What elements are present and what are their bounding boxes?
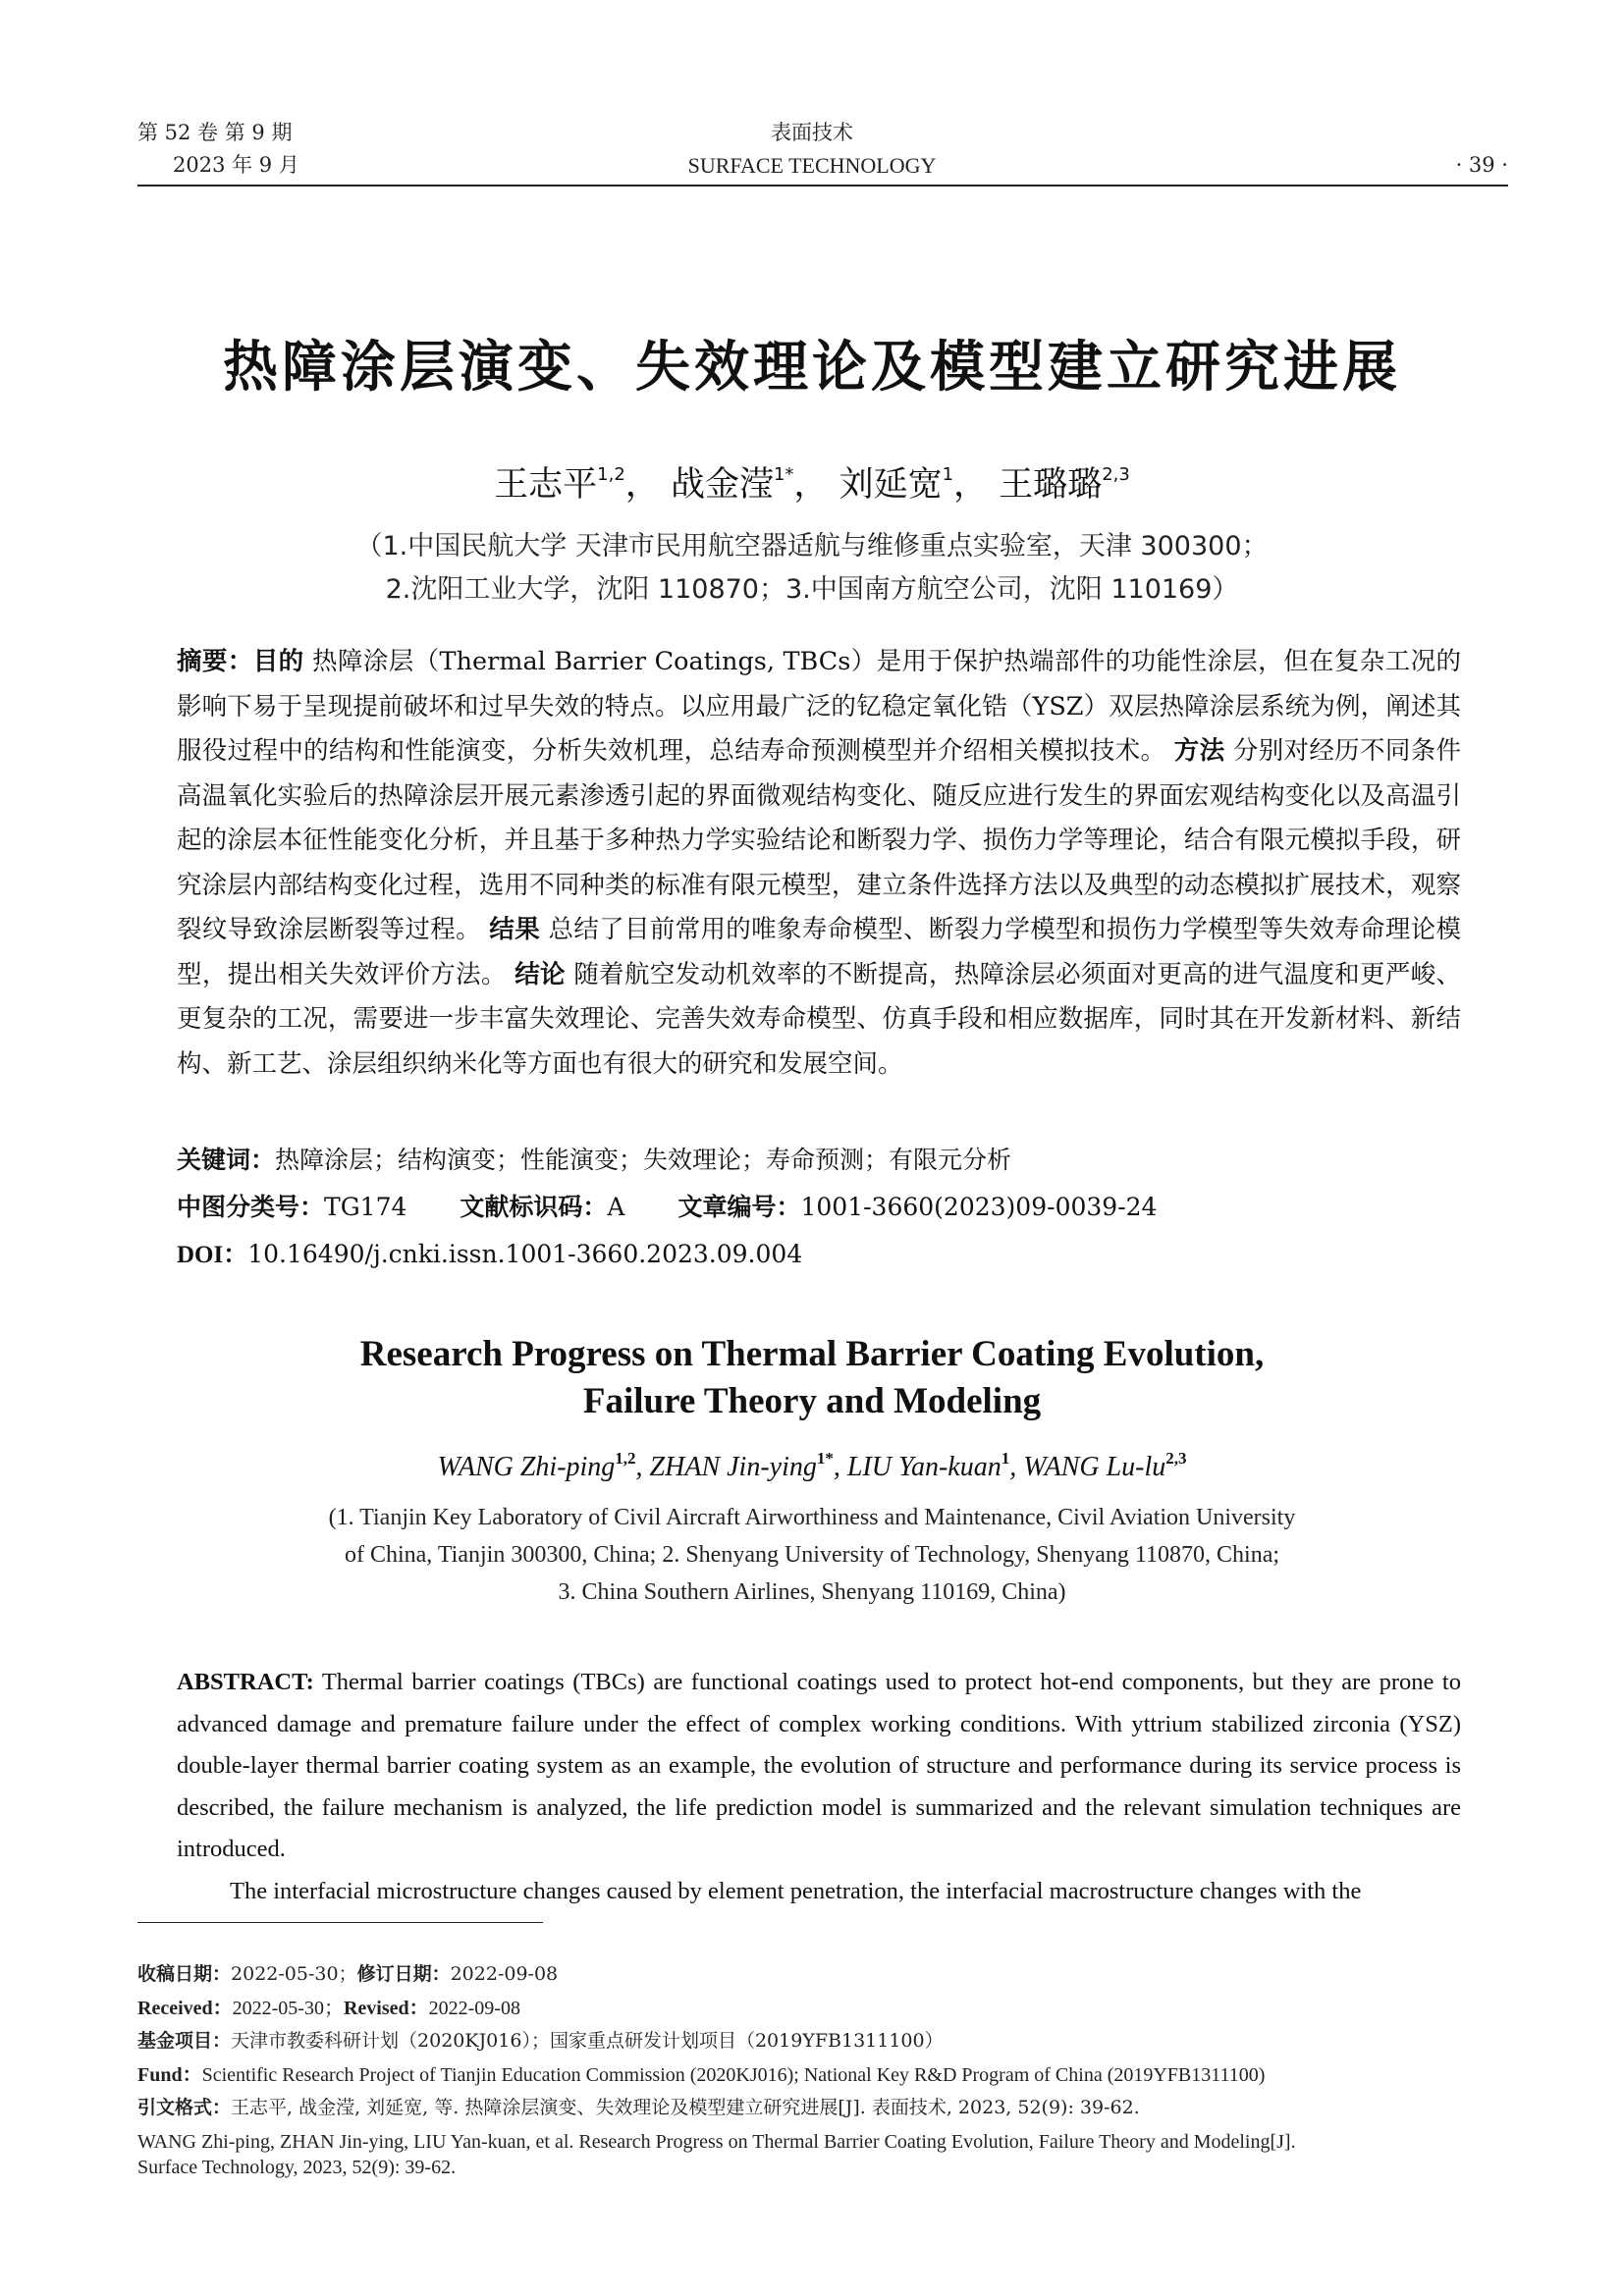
author-zh: 战金滢: [670, 465, 774, 505]
result-text: 总结了目前常用的唯象寿命模型、断裂力学模型和损伤力学模型等失效寿命理论模型，提出相关失效评价方法。: [177, 915, 1461, 989]
author-en-affil: 1*: [816, 1449, 834, 1468]
header-rule: [137, 185, 1508, 187]
affiliation-zh-line: 2.沈阳工业大学，沈阳 110870；3.中国南方航空公司，沈阳 110169）: [385, 574, 1239, 605]
keywords-label: 关键词：: [177, 1146, 276, 1174]
author-zh: 王璐璐: [999, 465, 1103, 505]
fund-zh-label: 基金项目：: [137, 2030, 232, 2052]
doc-code-label: 文献标识码：: [460, 1193, 608, 1221]
received-en-value: 2022-05-30；: [232, 1998, 344, 2019]
keywords-value: 热障涂层；结构演变；性能演变；失效理论；寿命预测；有限元分析: [275, 1146, 1012, 1174]
clc-label: 中图分类号：: [177, 1193, 325, 1221]
abstract-en-text: Thermal barrier coatings (TBCs) are functional coatings used to protect hot-end components, but they are prone to advanced damage and premature failure under the effect of complex working conditions. With yttrium stabilized zirconia (YSZ) double-layer thermal barrier coating system as an example, the evolution of structure and performance during its service process is described, the failure mechanism is analyzed, the life prediction model is summarized and the relevant simulation techniques are introduced.: [177, 1669, 1461, 1862]
conclusion-text: 随着航空发动机效率的不断提高，热障涂层必须面对更高的进气温度和更严峻、更复杂的工况，需要进一步丰富失效理论、完善失效寿命模型、仿真手段和相应数据库，同时其在开发新材料、新结构、新工艺、涂层组织纳米化等方面也有很大的研究和发展空间。: [177, 959, 1461, 1079]
title-en: [0, 1331, 1624, 1425]
header-date: 2023 年 9 月: [173, 153, 299, 177]
author-en-affil: 1,2: [615, 1449, 636, 1468]
purpose-text: 热障涂层（Thermal Barrier Coatings, TBCs）是用于保护热端部件的功能性涂层，但在复杂工况的影响下易于呈现提前破坏和过早失效的特点。以应用最广泛的钇稳定氧化锆（YSZ）双层热障涂层系统为例，阐述其服役过程中的结构和性能演变，分析失效机理，总结寿命预测模型并介绍相关模拟技术。: [177, 647, 1461, 766]
result-label: 结果: [489, 915, 541, 944]
author-zh-affil: 1: [942, 464, 954, 485]
author-en: WANG Lu-lu: [1023, 1452, 1166, 1482]
footnote-rule: [137, 1922, 543, 1923]
doi-label: DOI：: [177, 1242, 248, 1268]
article-no-label: 文章编号：: [677, 1193, 801, 1221]
abstract-en: [177, 1662, 1461, 1871]
affiliation-en-line: (1. Tianjin Key Laboratory of Civil Aircraft Airworthiness and Maintenance, Civil Aviation University: [328, 1505, 1296, 1530]
revised-zh-value: 2022-09-08: [450, 1963, 559, 1985]
title-en-line: Research Progress on Thermal Barrier Coating Evolution,: [359, 1334, 1265, 1374]
doc-code-value: A: [607, 1193, 625, 1221]
author-zh-affil: 1,2: [597, 464, 625, 485]
author-en: LIU Yan-kuan: [846, 1452, 1001, 1482]
doi-value: 10.16490/j.cnki.issn.1001-3660.2023.09.004: [247, 1240, 803, 1268]
footnote-citation-en-line: Surface Technology, 2023, 52(9): 39-62.: [137, 2157, 457, 2178]
author-zh: 王志平: [494, 465, 598, 505]
abstract-en-label: ABSTRACT:: [177, 1669, 314, 1695]
header-page-number: · 39 ·: [1455, 153, 1508, 177]
author-zh-affil: 1*: [773, 464, 794, 485]
cite-zh-label: 引文格式：: [137, 2097, 232, 2118]
abstract-zh-label: 摘要：: [177, 647, 253, 676]
fund-en-label: Fund：: [137, 2064, 202, 2086]
author-zh: 刘延宽: [839, 465, 943, 505]
received-zh-label: 收稿日期：: [137, 1963, 232, 1985]
revised-en-value: 2022-09-08: [428, 1998, 520, 2019]
header-volume-issue: 第 52 卷 第 9 期: [137, 121, 293, 144]
received-en-label: Received：: [137, 1998, 233, 2019]
author-en-affil: 2,3: [1165, 1449, 1187, 1468]
fund-en-value: Scientific Research Project of Tianjin Education Commission (2020KJ016); National Key R&D Program of China (2019YFB1311100): [201, 2064, 1266, 2086]
doi: [177, 1235, 802, 1270]
clc-value: TG174: [324, 1193, 407, 1221]
footnote-fund-zh: [137, 2032, 1532, 2051]
article-no-value: 1001-3660(2023)09-0039-24: [800, 1193, 1158, 1221]
author-en-affil: 1: [1001, 1449, 1010, 1468]
classification: [177, 1188, 1157, 1223]
purpose-label: 目的: [252, 647, 304, 676]
author-en: ZHAN Jin-ying: [649, 1452, 817, 1482]
author-en: WANG Zhi-ping: [437, 1452, 616, 1482]
author-zh-affil: 2,3: [1102, 464, 1130, 485]
authors-zh: 王志平$^{1,2}$， 战金滢$^{1*}$， 刘延宽$^1$， 王璐璐$^{2,3}$: [494, 464, 1130, 505]
footnote-citation-en-line: WANG Zhi-ping, ZHAN Jin-ying, LIU Yan-kuan, et al. Research Progress on Thermal Barrier Coating Evolution, Failure Theory and Modeling[J].: [137, 2131, 1296, 2153]
keywords: [177, 1141, 1011, 1176]
affiliation-en-line: of China, Tianjin 300300, China; 2. Shenyang University of Technology, Shenyang 110870, China;: [344, 1542, 1280, 1568]
revised-en-label: Revised：: [343, 1998, 429, 2019]
footnote-dates-zh: [137, 1965, 1532, 1984]
abstract-zh: [177, 640, 1461, 1087]
affiliation-en-line: 3. China Southern Airlines, Shenyang 110169, China): [558, 1579, 1066, 1605]
affiliation-zh-line: （1.中国民航大学 天津市民用航空器适航与维修重点实验室，天津 300300；: [355, 531, 1269, 561]
conclusion-label: 结论: [514, 959, 566, 989]
revised-zh-label: 修订日期：: [356, 1963, 451, 1985]
authors-en: WANG Zhi-ping$^{1,2}$, ZHAN Jin-ying$^{1*}$, LIU Yan-kuan$^1$, WANG Lu-lu$^{2,3}$: [437, 1449, 1187, 1482]
header-journal-en: SURFACE TECHNOLOGY: [687, 153, 937, 178]
method-label: 方法: [1173, 736, 1225, 766]
footnote-fund-en: [137, 2065, 1532, 2085]
cite-zh-value: 王志平, 战金滢, 刘延宽, 等. 热障涂层演变、失效理论及模型建立研究进展[J]. 表面技术, 2023, 52(9): 39-62.: [231, 2097, 1140, 2118]
footnote-dates-en: [137, 1999, 1532, 2018]
fund-zh-value: 天津市教委科研计划（2020KJ016）；国家重点研发计划项目（2019YFB1311100）: [231, 2030, 944, 2052]
title-en-line: Failure Theory and Modeling: [582, 1381, 1042, 1421]
header-journal-zh: 表面技术: [771, 121, 853, 144]
method-text: 分别对经历不同条件高温氧化实验后的热障涂层开展元素渗透引起的界面微观结构变化、随反应进行发生的界面宏观结构变化以及高温引起的涂层本征性能变化分析，并且基于多种热力学实验结论和断裂力学、损伤力学等理论，结合有限元模拟手段，研究涂层内部结构变化过程，选用不同种类的标准有限元模型，建立条件选择方法以及典型的动态模拟扩展技术，观察裂纹导致涂层断裂等过程。: [177, 736, 1461, 944]
title-zh: 热障涂层演变、失效理论及模型建立研究进展: [223, 336, 1401, 400]
footnote-citation-zh: [137, 2099, 1532, 2117]
received-zh-value: 2022-05-30；: [231, 1963, 357, 1985]
abstract-en-paragraph-2: The interfacial microstructure changes caused by element penetration, the interfacial macrostructure changes with the: [230, 1878, 1362, 1904]
